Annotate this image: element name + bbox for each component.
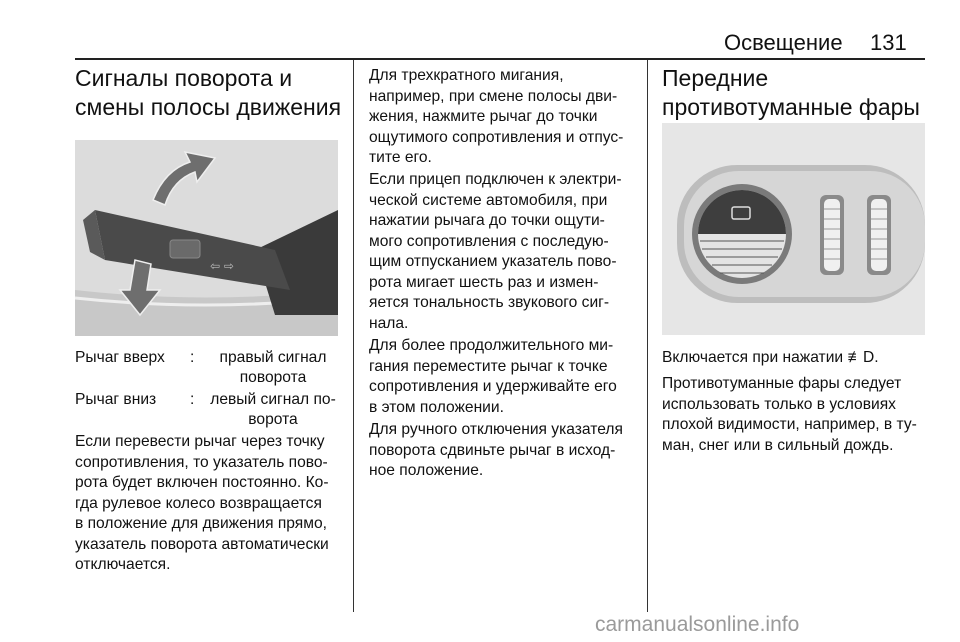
fog-lights-usage-paragraph: Противотуманные фары следует использовать только в условиях плохой видимости, например, в ту- ман, снег или в сильный дождь. xyxy=(662,375,917,454)
watermark: carmanualsonline.info xyxy=(595,613,800,636)
svg-text:⇦ ⇨: ⇦ ⇨ xyxy=(210,259,234,273)
definition-lever-up xyxy=(75,348,340,390)
section-title: Освещение xyxy=(724,30,843,55)
triple-flash-paragraph: Для трехкратного мигания, например, при смене полосы дви- жения, нажмите рычаг до точки ощутимого сопротивления и отпус- тите его. xyxy=(369,67,624,166)
definition-description: левый сигнал по- ворота xyxy=(210,391,336,428)
turn-signal-paragraph: Если перевести рычаг через точку сопротивления, то указатель пово- рота будет включен постоянно. Ко- гда рулевое колесо возвращается в положение для движения прямо, указатель поворота автоматически отключается. xyxy=(75,433,329,573)
definition-separator: : xyxy=(190,349,195,366)
header-rule xyxy=(75,58,925,60)
fog-lights-heading: Передние противотуманные фары xyxy=(662,65,920,120)
page-number: 131 xyxy=(870,30,907,55)
fog-lights-activation-text: Включается при нажатии ≢D. xyxy=(662,349,879,366)
trailer-paragraph: Если прицеп подключен к электри- ческой системе автомобиля, при нажатии рычага до точки ощути- мого сопротивления с последую- щим отпусканием указатель пово- рота мигает шесть раз и измен- яется тональность звукового сиг- нала. xyxy=(369,171,622,332)
manual-cancel-paragraph: Для ручного отключения указателя поворота сдвиньте рычаг в исход- ное положение. xyxy=(369,421,623,479)
long-flash-paragraph: Для более продолжительного ми- гания переместите рычаг к точке сопротивления и удерживайте его в этом положении. xyxy=(369,337,617,416)
turn-signal-lever-illustration xyxy=(75,140,338,336)
column-divider-left xyxy=(353,60,354,612)
definition-term: Рычаг вверх xyxy=(75,349,165,366)
definition-lever-down xyxy=(75,390,340,432)
definition-separator: : xyxy=(190,391,195,408)
turn-signal-heading: Сигналы поворота и смены полосы движения xyxy=(75,65,342,120)
definition-description: правый сигнал поворота xyxy=(219,349,327,386)
definition-term: Рычаг вниз xyxy=(75,391,157,408)
fog-light-switch-illustration xyxy=(662,123,925,335)
column-divider-right xyxy=(647,60,648,612)
